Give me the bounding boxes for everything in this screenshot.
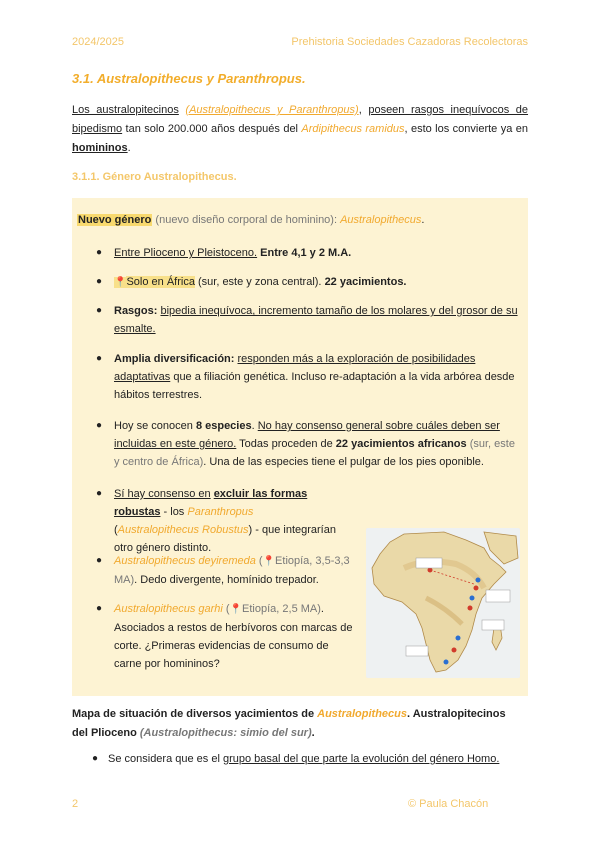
bullet-consenso-ub: excluir las formas robustas: [114, 488, 308, 518]
bullet-diversificacion-label: Amplia diversificación:: [114, 353, 235, 365]
bullet-deyiremeda-ma: MA): [114, 574, 135, 586]
bullet-consenso-t3: ) - que integrarían: [248, 524, 336, 536]
subsection-title: 3.1.1. Género Australopithecus.: [72, 171, 237, 183]
bullet-diversificacion-u1: responden más a la exploración de posibilidades: [237, 353, 476, 365]
bullet-consenso-u: Sí hay consenso en: [114, 488, 211, 500]
caption-t3: del Plioceno: [72, 727, 140, 739]
bullet-especies-grey1: (sur, este: [466, 438, 515, 450]
bullet-rasgos-label: Rasgos:: [114, 305, 161, 317]
bullet-diversificacion-t2: hábitos terrestres.: [114, 389, 203, 401]
bullet-consenso-t4: otro género distinto.: [114, 542, 212, 554]
bullet-dot: ●: [96, 603, 103, 614]
intro-homininos: homininos: [72, 142, 128, 154]
bullet-dot: ●: [96, 353, 103, 364]
nuevo-genero-genus: Australopithecus: [340, 214, 422, 226]
bullet-africa-text: (sur, este y zona central).: [194, 276, 325, 288]
bullet-garhi-t1: .: [320, 603, 324, 615]
bullet-dot: ●: [92, 753, 99, 764]
nuevo-genero-text: (nuevo diseño corporal de hominino):: [152, 214, 341, 226]
map-pin-icon: 📍: [229, 604, 243, 615]
bullet-especies-t4: . Una de las especies tiene el pulgar de los pies oponible.: [203, 456, 484, 468]
bullet-dot: ●: [96, 247, 103, 258]
bullet-especies-u2: incluidas en este género.: [114, 438, 237, 450]
bullet-especies-u1: No hay consenso general sobre cuáles deben ser: [257, 420, 500, 432]
caption-meaning: (Australopithecus: simio del sur): [139, 727, 312, 739]
bullet-garhi: [96, 600, 359, 673]
bullet-especies-grey2: y centro de África): [114, 456, 204, 468]
intro-text-1: tan solo 200.000 años después del: [122, 123, 302, 135]
bullet-africa: [96, 273, 407, 292]
bullet-grupo-basal: [92, 753, 500, 765]
bullet-deyiremeda-name: Australopithecus deyiremeda: [114, 555, 256, 567]
intro-australopitecinos: Los australopitecinos: [72, 104, 179, 116]
bullet-rasgos-text-1: bipedia inequívoca, incremento tamaño de los molares y del grosor de su: [160, 305, 518, 317]
bullet-especies-yacimientos: 22 yacimientos africanos: [335, 438, 467, 450]
caption-t1: Mapa de situación de diversos yacimientos de: [72, 708, 318, 720]
bullet-consenso-paranthropus: Paranthropus: [187, 506, 254, 518]
bullet-consenso-t2: (: [114, 524, 118, 536]
header-year: 2024/2025: [72, 36, 124, 48]
bullet-garhi-t4: carne por homininos?: [114, 658, 220, 670]
bullet-especies: [96, 417, 520, 471]
bullet-periodo: [96, 244, 352, 262]
bullet-deyiremeda: [96, 552, 359, 589]
bullet-periodo-underlined: Entre Plioceno y Pleistoceno.: [114, 247, 258, 259]
grupo-basal-t1: Se considera que es el: [108, 753, 223, 765]
bullet-rasgos: [96, 302, 520, 338]
bullet-dot: ●: [96, 420, 103, 431]
intro-text-2: , esto los convierte ya en: [404, 123, 528, 135]
bullet-dot: ●: [96, 555, 103, 566]
africa-map-drawing: [366, 528, 520, 678]
bullet-diversificacion-t1: que a filiación genética. Incluso re-adaptación a la vida arbórea desde: [170, 371, 515, 383]
bullet-especies-t2: .: [251, 420, 258, 432]
footer-author: © Paula Chacón: [408, 798, 489, 810]
map-pin-icon: 📍: [114, 277, 127, 288]
genus-info-box: [72, 198, 528, 696]
bullet-africa-highlight: Solo en África: [126, 276, 195, 288]
africa-map-image: [366, 528, 520, 678]
intro-comma: ,: [358, 104, 362, 116]
bullet-garhi-location: Etiopía, 2,5 MA): [242, 603, 321, 615]
header-course-title: Prehistoria Sociedades Cazadoras Recolectoras: [291, 36, 528, 48]
caption-end: .: [311, 727, 315, 739]
bullet-garhi-name: Australopithecus garhi: [114, 603, 223, 615]
bullet-diversificacion-u2: adaptativas: [114, 371, 171, 383]
bullet-especies-count: 8 especies: [195, 420, 252, 432]
bullet-dot: ●: [96, 305, 103, 316]
bullet-dot: ●: [96, 276, 103, 287]
grupo-basal-u: grupo basal del que parte la evolución del género Homo.: [222, 753, 500, 765]
caption-t2: . Australopitecinos: [407, 708, 506, 720]
bullet-dot: ●: [96, 488, 103, 499]
intro-genera: (Australopithecus y Paranthropus): [185, 104, 359, 116]
bullet-periodo-dates: Entre 4,1 y 2 M.A.: [257, 247, 352, 259]
bullet-especies-t3: Todas proceden de: [236, 438, 336, 450]
map-pin-icon: 📍: [262, 556, 276, 567]
bullet-especies-t1: Hoy se conocen: [114, 420, 196, 432]
nuevo-genero-label: Nuevo género: [78, 214, 152, 226]
bullet-africa-count: 22 yacimientos.: [324, 276, 407, 288]
bullet-deyiremeda-location: Etiopía, 3,5-3,3: [275, 555, 350, 567]
bullet-garhi-t2: Asociados a restos de herbívoros con marcas de: [114, 622, 353, 634]
intro-end: .: [127, 142, 131, 154]
bullet-deyiremeda-text: . Dedo divergente, homínido trepador.: [134, 574, 319, 586]
bullet-garhi-grey1: (: [222, 603, 230, 615]
intro-paragraph: [72, 101, 528, 158]
bullet-consenso-robustus: Australopithecus Robustus: [117, 524, 249, 536]
intro-ardipithecus: Ardipithecus ramidus: [301, 123, 405, 135]
nuevo-genero-end: .: [421, 214, 425, 226]
map-caption: [72, 705, 528, 743]
bullet-rasgos-text-2: esmalte.: [114, 323, 156, 335]
bullet-consenso-t1: - los: [160, 506, 188, 518]
bullet-garhi-t3: corte. ¿Primeras evidencias de consumo de: [114, 640, 329, 652]
nuevo-genero-line: [77, 214, 424, 226]
page-number: 2: [72, 798, 79, 810]
intro-bipedismo: poseen rasgos inequívocos de bipedismo: [72, 104, 529, 135]
bullet-deyiremeda-grey1: (: [255, 555, 263, 567]
bullet-consenso: [96, 485, 354, 557]
section-title: 3.1. Australopithecus y Paranthropus.: [72, 71, 306, 86]
caption-genus: Australopithecus: [317, 708, 407, 720]
bullet-diversificacion: [96, 350, 520, 404]
